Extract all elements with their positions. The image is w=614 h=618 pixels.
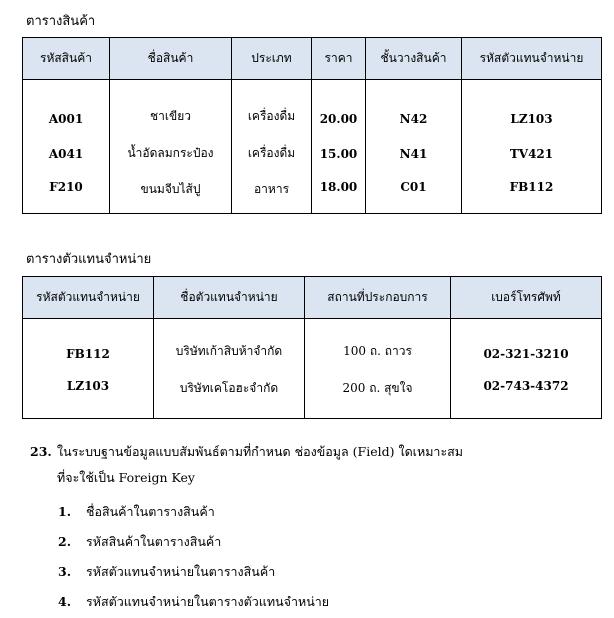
cell-product-id: A041: [23, 132, 110, 176]
option-text: รหัสสินค้าในตารางสินค้า: [86, 534, 222, 549]
product-table: [22, 37, 602, 214]
cell-location: 100 ถ. ถาวร: [305, 319, 451, 369]
question-line-1: [30, 444, 463, 460]
cell-price: 18.00: [312, 176, 366, 214]
question-number: 23.: [30, 444, 52, 459]
cell-dealer-id: LZ103: [23, 369, 154, 419]
table-row: [23, 369, 602, 419]
option-text: ชื่อสินค้าในตารางสินค้า: [86, 504, 215, 519]
cell-dealer-id: FB112: [462, 176, 602, 214]
cell-shelf: N41: [366, 132, 462, 176]
cell-dealer-id: TV421: [462, 132, 602, 176]
cell-phone: 02-743-4372: [451, 369, 602, 419]
option-text: รหัสตัวแทนจำหน่ายในตารางตัวแทนจำหน่าย: [86, 594, 330, 609]
table-row: [23, 319, 602, 369]
answer-option-4[interactable]: [58, 594, 329, 610]
header-dealer-id: รหัสตัวแทนจำหน่าย: [23, 277, 154, 319]
cell-price: 15.00: [312, 132, 366, 176]
header-category: ประเภท: [232, 38, 312, 80]
option-number: 1.: [58, 504, 72, 519]
table-row: [23, 80, 602, 132]
cell-category: อาหาร: [232, 176, 312, 214]
answer-option-3[interactable]: [58, 564, 275, 580]
table-row: [23, 132, 602, 176]
product-table-header-row: [23, 38, 602, 80]
dealer-table-caption: ตารางตัวแทนจำหน่าย: [26, 252, 152, 267]
option-number: 4.: [58, 594, 72, 609]
option-number: 3.: [58, 564, 72, 579]
cell-category: เครื่องดื่ม: [232, 132, 312, 176]
product-table-caption: ตารางสินค้า: [26, 14, 96, 29]
dealer-table: [22, 276, 602, 419]
question-block: [30, 444, 463, 486]
header-dealer-id: รหัสตัวแทนจำหน่าย: [462, 38, 602, 80]
cell-product-name: น้ำอัดลมกระป๋อง: [110, 132, 232, 176]
header-price: ราคา: [312, 38, 366, 80]
cell-product-id: A001: [23, 80, 110, 132]
header-location: สถานที่ประกอบการ: [305, 277, 451, 319]
cell-dealer-name: บริษัทเก้าสิบห้าจำกัด: [154, 319, 305, 369]
cell-product-name: ขนมจีบไส้ปู: [110, 176, 232, 214]
cell-price: 20.00: [312, 80, 366, 132]
table-row: [23, 176, 602, 214]
answer-option-1[interactable]: [58, 504, 215, 520]
question-text-line1: ในระบบฐานข้อมูลแบบสัมพันธ์ตามที่กำหนด ช่องข้อมูล (Field) ใดเหมาะสม: [57, 444, 464, 459]
header-dealer-name: ชื่อตัวแทนจำหน่าย: [154, 277, 305, 319]
cell-phone: 02-321-3210: [451, 319, 602, 369]
cell-product-id: F210: [23, 176, 110, 214]
dealer-table-header-row: [23, 277, 602, 319]
option-text: รหัสตัวแทนจำหน่ายในตารางสินค้า: [86, 564, 276, 579]
question-text-line2: ที่จะใช้เป็น Foreign Key: [57, 470, 195, 485]
cell-product-name: ชาเขียว: [110, 80, 232, 132]
cell-shelf: N42: [366, 80, 462, 132]
header-product-id: รหัสสินค้า: [23, 38, 110, 80]
header-shelf: ชั้นวางสินค้า: [366, 38, 462, 80]
question-line-2: [30, 470, 463, 486]
cell-dealer-id: FB112: [23, 319, 154, 369]
answer-option-2[interactable]: [58, 534, 221, 550]
cell-location: 200 ถ. สุขใจ: [305, 369, 451, 419]
cell-dealer-name: บริษัทเคโอฮะจำกัด: [154, 369, 305, 419]
header-phone: เบอร์โทรศัพท์: [451, 277, 602, 319]
option-number: 2.: [58, 534, 72, 549]
header-product-name: ชื่อสินค้า: [110, 38, 232, 80]
cell-shelf: C01: [366, 176, 462, 214]
cell-dealer-id: LZ103: [462, 80, 602, 132]
cell-category: เครื่องดื่ม: [232, 80, 312, 132]
